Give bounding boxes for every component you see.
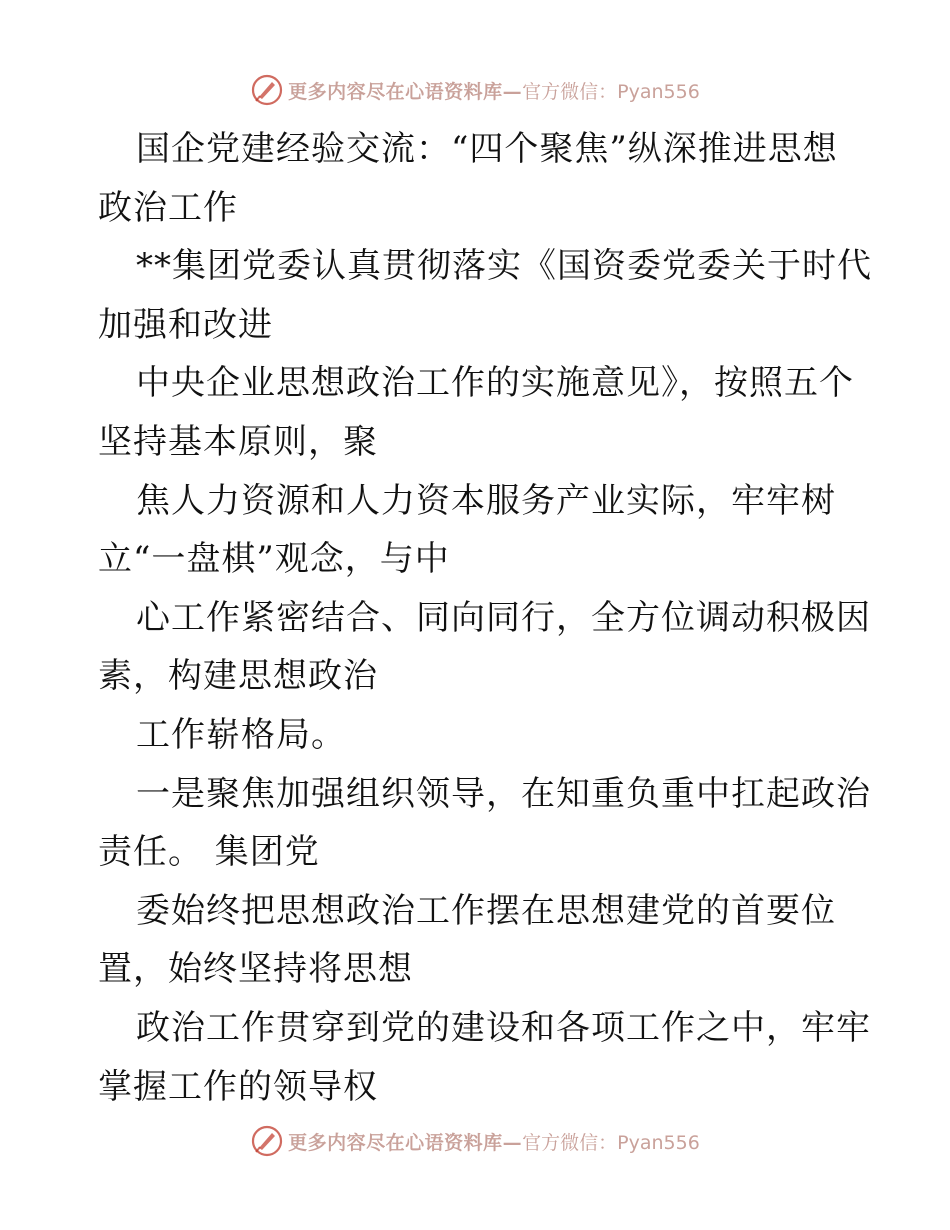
document-body <box>98 120 872 1116</box>
text-line: 掌握工作的领导权 <box>98 1066 378 1107</box>
quill-pen-logo-icon <box>250 73 284 107</box>
text-line: 政治工作 <box>98 187 238 228</box>
watermark-wechat-text: 官方微信：Pyan556 <box>522 80 700 103</box>
text-line: 委始终把思想政治工作摆在思想建党的首要位 <box>136 890 836 931</box>
quill-pen-logo-icon <box>250 1124 284 1158</box>
watermark-main-text: 更多内容尽在心语资料库— <box>288 80 523 103</box>
text-line: 心工作紧密结合、同向同行，全方位调动积极因 <box>136 597 871 638</box>
header-watermark <box>0 70 950 110</box>
text-line: 立“一盘棋”观念，与中 <box>98 539 450 580</box>
text-line: 置，始终坚持将思想 <box>98 949 413 990</box>
text-line: 一是聚焦加强组织领导，在知重负重中扛起政治 <box>136 773 871 814</box>
text-line: 政治工作贯穿到党的建设和各项工作之中，牢牢 <box>136 1007 871 1048</box>
text-line: 焦人力资源和人力资本服务产业实际，牢牢树 <box>136 480 836 521</box>
watermark-main-text: 更多内容尽在心语资料库— <box>288 1131 523 1154</box>
watermark-wechat-text: 官方微信：Pyan556 <box>522 1131 700 1154</box>
text-line: 责任。 集团党 <box>98 832 320 873</box>
text-line: 中央企业思想政治工作的实施意见》，按照五个 <box>136 363 854 404</box>
text-line: **集团党委认真贯彻落实《国资委党委关于时代 <box>136 246 872 287</box>
footer-watermark <box>0 1121 950 1161</box>
text-line: 加强和改进 <box>98 304 273 345</box>
text-line: 素，构建思想政治 <box>98 656 378 697</box>
text-line: 国企党建经验交流：“四个聚焦”纵深推进思想 <box>136 129 838 169</box>
text-line: 工作崭格局。 <box>136 714 346 755</box>
text-line: 坚持基本原则，聚 <box>98 421 378 462</box>
